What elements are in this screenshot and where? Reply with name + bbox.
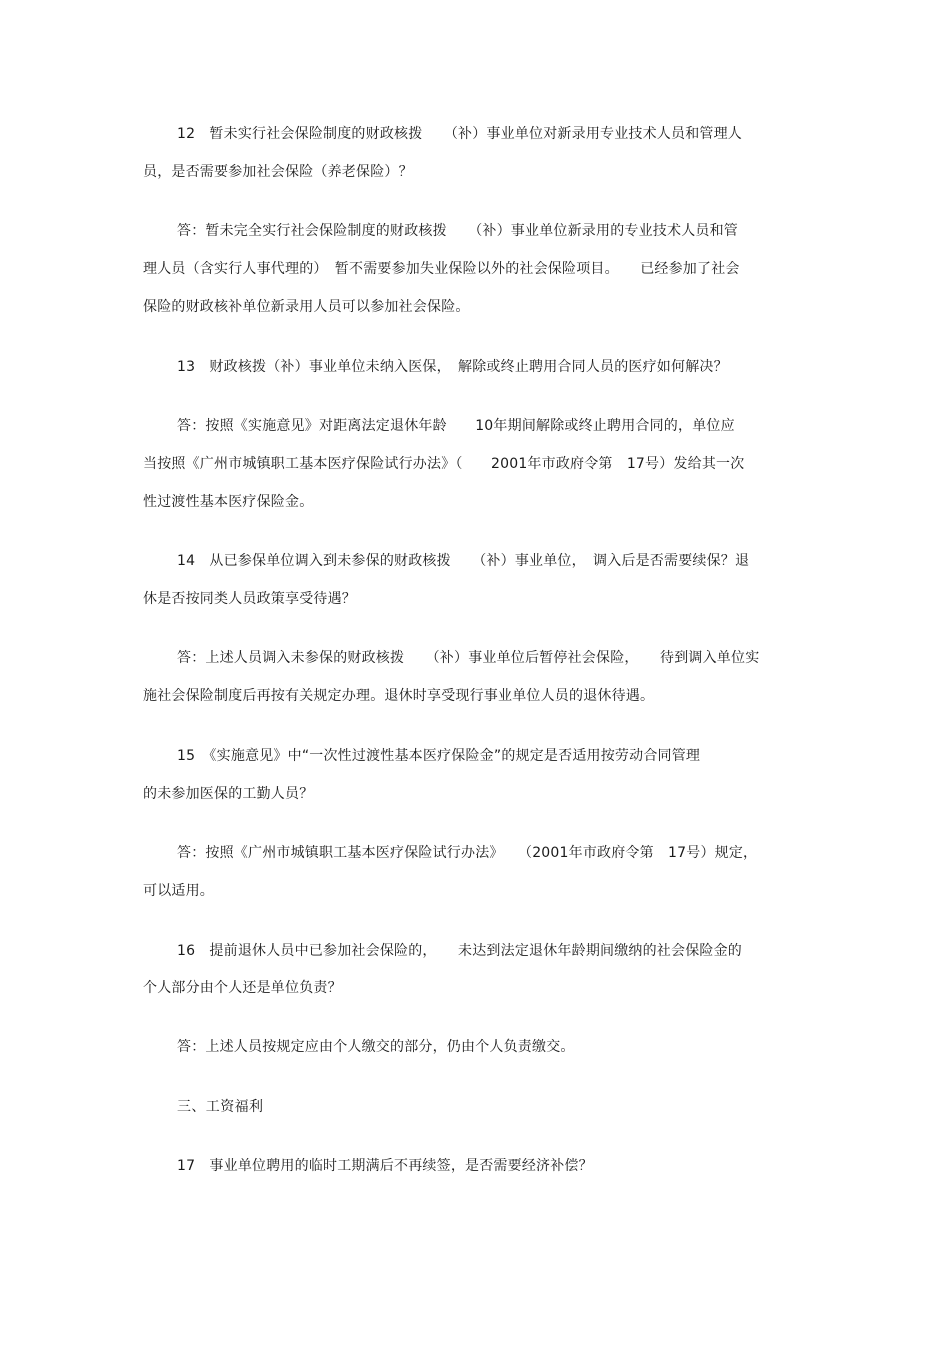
question-16-line-2: 个人部分由个人还是单位负责？	[143, 980, 342, 996]
answer-16-line-1: 答：上述人员按规定应由个人缴交的部分，仍由个人负责缴交。	[177, 1039, 575, 1055]
section-heading: 三、工资福利	[177, 1099, 264, 1115]
answer-13-line-2: 当按照《广州市城镇职工基本医疗保险试行办法》（ 2001年市政府令第 17号）发给其一次	[143, 456, 745, 472]
answer-15-line-1: 答：按照《广州市城镇职工基本医疗保险试行办法》 （2001年市政府令第 17号）规定，	[177, 845, 758, 861]
answer-14-line-2: 施社会保险制度后再按有关规定办理。退休时享受现行事业单位人员的退休待遇。	[143, 688, 655, 704]
question-15-line-2: 的未参加医保的工勤人员？	[143, 786, 314, 802]
answer-15-line-2: 可以适用。	[143, 883, 214, 899]
answer-12-line-3: 保险的财政核补单位新录用人员可以参加社会保险。	[143, 299, 470, 315]
question-16-line-1: 16 提前退休人员中已参加社会保险的， 未达到法定退休年龄期间缴纳的社会保险金的	[177, 943, 743, 959]
question-14-line-2: 休是否按同类人员政策享受待遇？	[143, 591, 356, 607]
answer-14-line-1: 答：上述人员调入未参保的财政核拨 （补）事业单位后暂停社会保险， 待到调入单位实	[177, 650, 760, 666]
question-17-line-1: 17 事业单位聘用的临时工期满后不再续签，是否需要经济补偿？	[177, 1158, 593, 1174]
question-14-line-1: 14 从已参保单位调入到未参保的财政核拨 （补）事业单位， 调入后是否需要续保？退	[177, 553, 750, 569]
question-15-line-1: 15 《实施意见》中“一次性过渡性基本医疗保险金”的规定是否适用按劳动合同管理	[177, 748, 701, 764]
answer-13-line-1: 答：按照《实施意见》对距离法定退休年龄 10年期间解除或终止聘用合同的，单位应	[177, 418, 735, 434]
answer-12-line-2: 理人员（含实行人事代理的） 暂不需要参加失业保险以外的社会保险项目。 已经参加了社会	[143, 261, 740, 277]
question-13-line-1: 13 财政核拨（补）事业单位未纳入医保， 解除或终止聘用合同人员的医疗如何解决？	[177, 359, 728, 375]
answer-13-line-3: 性过渡性基本医疗保险金。	[143, 494, 314, 510]
question-12-line-2: 员，是否需要参加社会保险（养老保险）？	[143, 164, 413, 180]
question-12-line-1: 12 暂未实行社会保险制度的财政核拨 （补）事业单位对新录用专业技术人员和管理人	[177, 126, 743, 142]
answer-12-line-1: 答：暂未完全实行社会保险制度的财政核拨 （补）事业单位新录用的专业技术人员和管	[177, 223, 738, 239]
